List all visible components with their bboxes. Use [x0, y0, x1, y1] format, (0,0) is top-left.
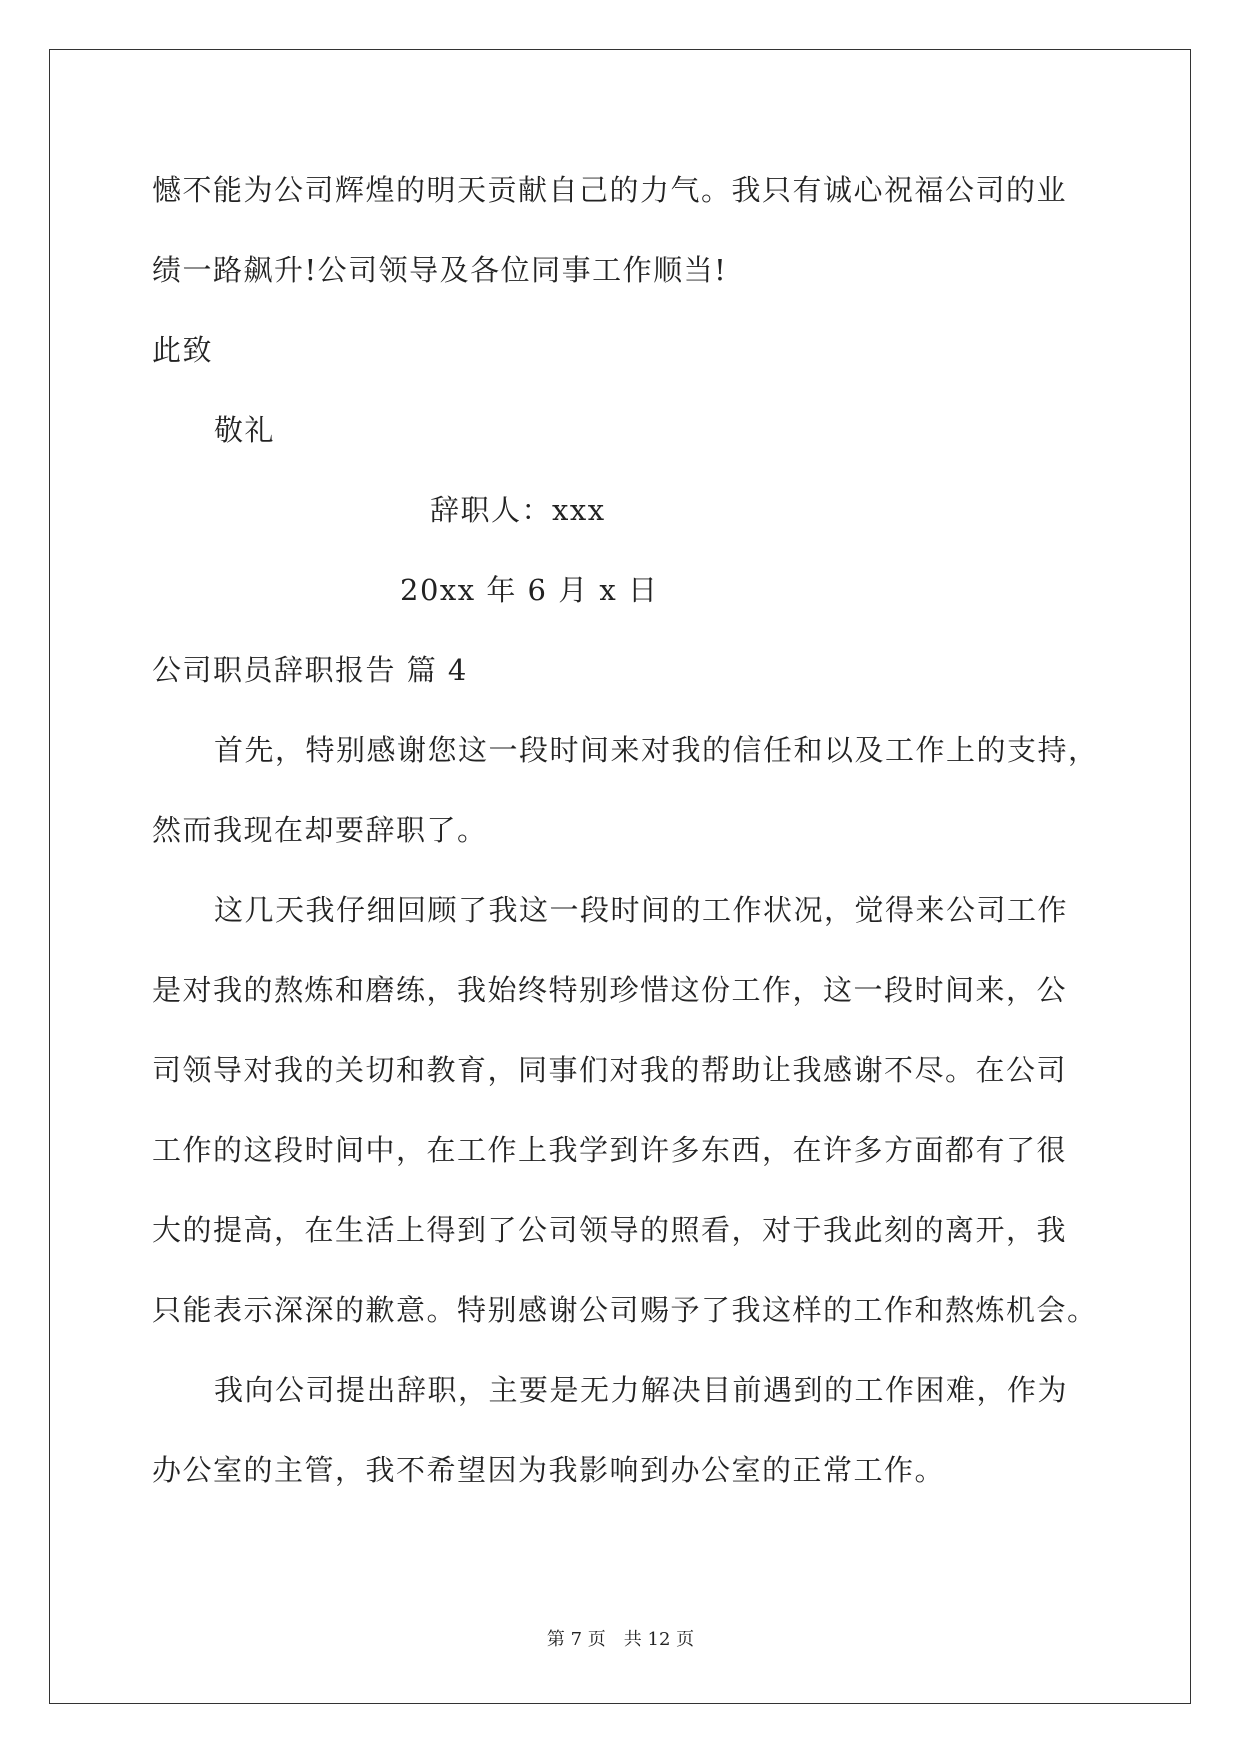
page-number: 第 7 页 共 12 页 — [546, 1629, 695, 1650]
text-line: 是对我的熬炼和磨练，我始终特别珍惜这份工作，这一段时间来，公 — [152, 973, 1068, 1007]
text-line: 憾不能为公司辉煌的明天贡献自己的力气。我只有诚心祝福公司的业 — [152, 173, 1068, 207]
text-line: 这几天我仔细回顾了我这一段时间的工作状况，觉得来公司工作 — [214, 893, 1069, 927]
salutation-regards: 敬礼 — [214, 413, 276, 447]
text-line: 首先，特别感谢您这一段时间来对我的信任和以及工作上的支持， — [214, 733, 1099, 767]
signature-date: 20xx 年 6 月 x 日 — [400, 573, 659, 607]
signature: 辞职人：xxx — [430, 493, 606, 527]
text-line: 司领导对我的关切和教育，同事们对我的帮助让我感谢不尽。在公司 — [152, 1053, 1068, 1087]
text-line: 只能表示深深的歉意。特别感谢公司赐予了我这样的工作和熬炼机会。 — [152, 1293, 1098, 1327]
salutation: 此致 — [152, 333, 214, 367]
section-heading: 公司职员辞职报告 篇 4 — [152, 653, 468, 687]
text-line: 工作的这段时间中，在工作上我学到许多东西，在许多方面都有了很 — [152, 1133, 1068, 1167]
text-line: 大的提高，在生活上得到了公司领导的照看，对于我此刻的离开，我 — [152, 1213, 1068, 1247]
text-line: 办公室的主管，我不希望因为我影响到办公室的正常工作。 — [152, 1453, 946, 1487]
text-line: 绩一路飙升!公司领导及各位同事工作顺当! — [152, 253, 728, 287]
text-line: 我向公司提出辞职，主要是无力解决目前遇到的工作困难，作为 — [214, 1373, 1069, 1407]
text-line: 然而我现在却要辞职了。 — [152, 813, 488, 847]
